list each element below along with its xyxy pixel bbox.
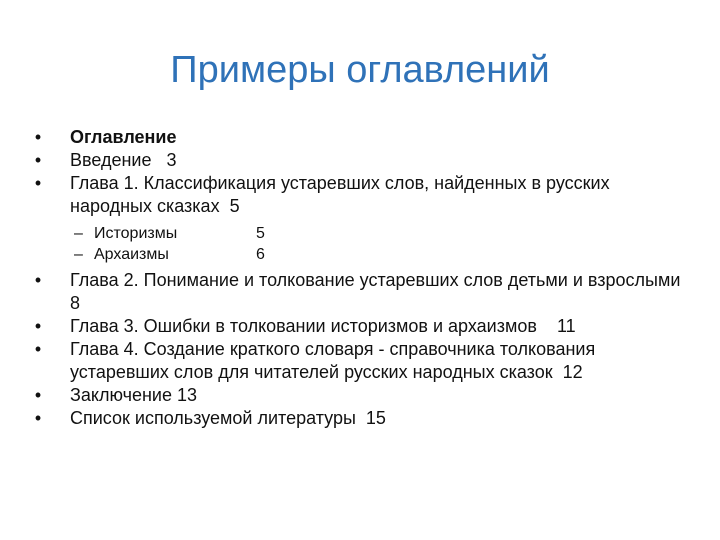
toc-item-page: 11 xyxy=(556,316,576,336)
toc-item-page: 13 xyxy=(176,385,197,405)
toc-item-label: Глава 1. Классификация устаревших слов, найденных в русских народных сказках xyxy=(70,173,615,216)
toc-item-label: Список используемой литературы xyxy=(70,408,366,428)
toc-subitem-historicisms xyxy=(30,223,690,244)
table-of-contents xyxy=(30,126,690,430)
bullet-icon: • xyxy=(34,150,42,170)
bullet-icon: • xyxy=(34,385,42,405)
toc-subitem-page: 6 xyxy=(256,246,265,263)
toc-subitem-label: Архаизмы xyxy=(94,246,169,263)
bullet-icon: • xyxy=(34,270,42,290)
bullet-icon: • xyxy=(34,408,42,428)
toc-item-page: 3 xyxy=(166,150,177,170)
toc-item-chapter-1 xyxy=(30,172,690,218)
toc-item-conclusion xyxy=(30,384,690,407)
toc-item-page: 15 xyxy=(365,408,386,428)
toc-item-label: Оглавление xyxy=(70,127,177,147)
bullet-icon: • xyxy=(34,173,42,193)
dash-icon: – xyxy=(74,225,83,242)
toc-item-contents xyxy=(30,126,690,149)
toc-item-page: 12 xyxy=(562,362,583,382)
toc-item-introduction xyxy=(30,149,690,172)
dash-icon: – xyxy=(74,246,83,263)
bullet-icon: • xyxy=(34,316,42,336)
toc-item-label: Введение xyxy=(70,150,167,170)
toc-item-label: Глава 2. Понимание и толкование устаревших слов детьми и взрослыми xyxy=(70,270,691,290)
bullet-icon: • xyxy=(34,127,42,147)
toc-item-page: 8 xyxy=(70,293,81,313)
toc-subitem-label: Историзмы xyxy=(94,225,178,242)
toc-item-page: 5 xyxy=(229,196,240,216)
slide-title: Примеры оглавлений xyxy=(170,49,550,91)
toc-item-chapter-4 xyxy=(30,338,690,384)
bullet-icon: • xyxy=(34,339,42,359)
toc-subitem-page: 5 xyxy=(256,225,265,242)
toc-item-chapter-3 xyxy=(30,315,690,338)
toc-item-chapter-2 xyxy=(30,269,690,315)
toc-item-label: Заключение xyxy=(70,385,177,405)
toc-item-label: Глава 4. Создание краткого словаря - справочника толкования устаревших слов для читателей русских народных сказок xyxy=(70,339,601,382)
toc-subitem-archaisms xyxy=(30,244,690,265)
toc-item-label: Глава 3. Ошибки в толковании историзмов и архаизмов xyxy=(70,316,557,336)
toc-item-references xyxy=(30,407,690,430)
